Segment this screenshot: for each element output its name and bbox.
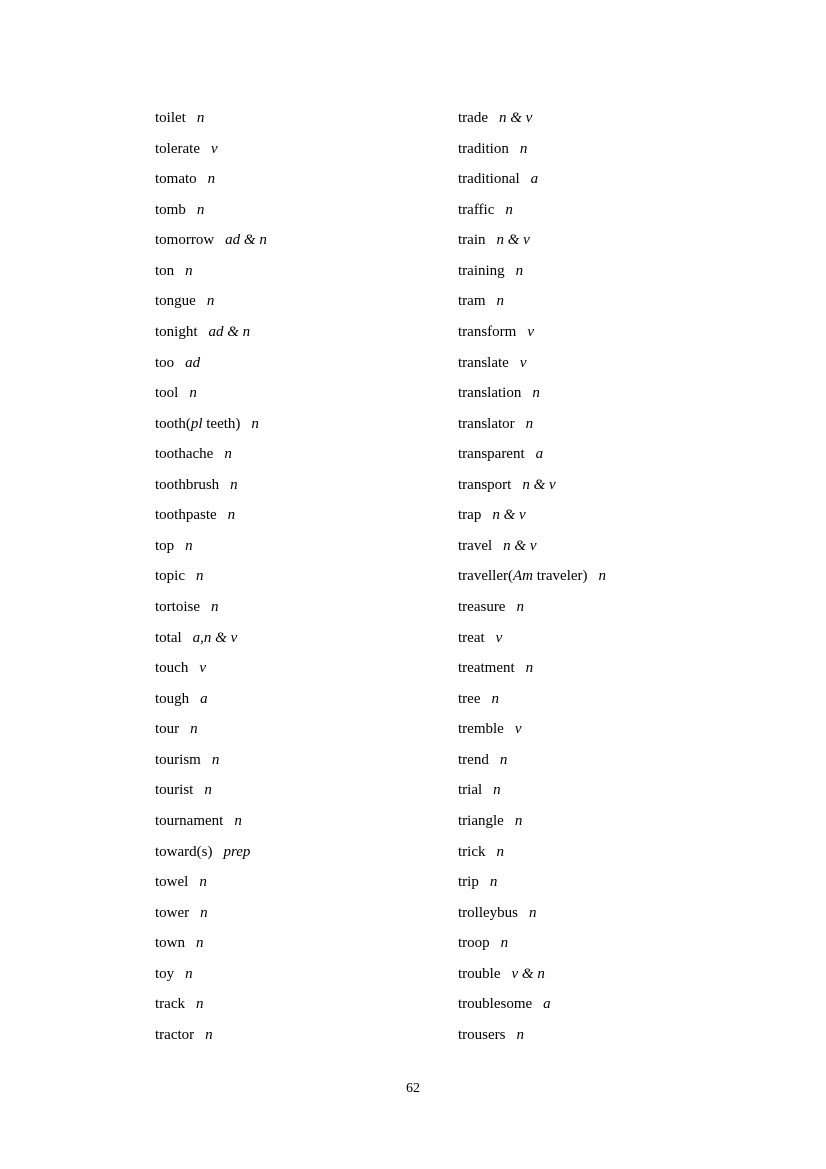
word-segment: touch [155,660,189,677]
word-segment: trend [458,751,489,768]
word-text [155,324,198,340]
word-entry [458,592,606,623]
word-entry [458,103,606,134]
word-segment: trick [458,843,486,860]
pos-label: n [496,843,504,860]
word-entry [155,531,267,562]
word-text [458,966,501,982]
word-segment: trolleybus [458,904,518,921]
pos-label: n & v [492,507,526,524]
word-entry [155,317,267,348]
pos-label: n [496,293,504,310]
pos-label: a [543,996,551,1013]
pos-label: n [227,507,236,524]
pos-label: v [199,660,206,677]
word-text [458,171,520,187]
word-entry [458,684,606,715]
word-text [155,905,189,921]
pos-label: n [514,812,523,829]
word-segment: tortoise [155,599,200,615]
word-segment: toilet [155,110,186,126]
word-entry [458,256,606,287]
word-text [458,507,481,523]
word-entry [458,928,606,959]
word-segment: traditional [458,171,520,188]
word-entry [155,103,267,134]
word-text [458,141,509,157]
word-text [155,630,182,646]
word-text [458,538,492,554]
word-text [155,416,240,432]
word-text [458,782,482,798]
word-entry [155,164,267,195]
word-entry [155,592,267,623]
pos-label: n [189,385,197,402]
word-segment: transparent [458,446,525,463]
word-segment: transport [458,476,512,493]
word-text [155,171,197,187]
pos-label: v [495,629,503,646]
pos-label: a [200,690,208,707]
word-text [458,599,505,615]
word-segment: traveller( [458,568,513,585]
word-text [155,844,212,860]
word-text [458,844,486,860]
word-text [155,263,174,279]
word-entry [458,470,606,501]
word-entry [458,317,606,348]
word-segment: treasure [458,599,506,615]
word-entry [155,1020,267,1051]
word-entry [155,898,267,929]
pos-label: n [500,935,509,952]
pos-label: n [196,935,204,952]
word-segment: tremble [458,721,504,738]
word-text [458,324,516,340]
word-text [458,813,504,829]
word-segment: toothbrush [155,476,220,493]
pos-label: ad & n [208,323,251,340]
word-segment: tool [155,385,179,402]
word-segment: tradition [458,140,509,157]
word-segment: toothache [155,446,214,463]
word-entry [155,867,267,898]
word-entry [458,409,606,440]
word-entry [155,928,267,959]
word-text [155,599,200,615]
word-entry [458,959,606,990]
word-text [458,752,489,768]
pos-label: n [516,1026,524,1043]
word-segment: tooth( [155,415,191,432]
word-text [458,110,488,126]
pos-label: a [530,171,539,188]
word-text [458,721,504,737]
word-entry [458,806,606,837]
pos-label: n [196,201,205,218]
pos-label: n & v [496,232,530,249]
pos-label: n [251,415,259,432]
word-entry [458,867,606,898]
pos-label: n [230,476,238,493]
pos-label: n [204,782,212,799]
word-segment: tram [458,293,486,310]
word-text [155,691,189,707]
word-segment: travel [458,537,493,554]
word-segment: traffic [458,201,495,218]
word-segment: tonight [155,323,198,340]
word-text [458,385,521,401]
pos-label: n [199,874,207,891]
word-segment: tolerate [155,140,200,157]
pos-label: n [532,385,540,402]
word-entry [155,500,267,531]
word-segment: toy [155,965,175,982]
word-text [458,874,479,890]
pos-label: a,n & v [192,629,238,646]
pos-label: n [206,293,215,310]
word-entry [155,409,267,440]
word-text [155,293,196,309]
word-text [155,202,186,218]
word-segment: tournament [155,812,224,829]
word-text [458,996,532,1012]
word-entry [458,714,606,745]
pos-label: n [185,965,193,982]
word-segment: trousers [458,1026,506,1043]
pos-label: n & v [498,110,533,126]
pos-label: n [516,599,524,615]
word-entry [155,653,267,684]
word-entry [458,623,606,654]
pos-label: n [224,446,232,463]
pos-label: n [207,171,216,188]
word-entry [155,989,267,1020]
pos-label: v [527,323,534,340]
word-entry [458,500,606,531]
word-segment: toothpaste [155,507,217,524]
word-text [458,202,494,218]
pos-label: a [535,446,544,463]
word-text [458,416,515,432]
word-text [458,660,515,676]
word-text [458,477,511,493]
word-segment: total [155,629,182,646]
pos-label: n [525,415,534,432]
word-entry [155,561,267,592]
word-segment: translate [458,354,509,371]
word-segment: tomb [155,201,186,218]
word-entry [458,225,606,256]
word-entry [458,837,606,868]
word-entry [155,256,267,287]
word-text [155,232,214,248]
word-segment-italic: Am [512,568,533,585]
word-entry [458,164,606,195]
word-text [155,1027,194,1043]
pos-label: n [196,568,204,585]
word-entry [155,286,267,317]
word-entry [458,653,606,684]
word-entry [155,745,267,776]
word-segment: ton [155,262,175,279]
word-segment: trouble [458,965,501,982]
word-segment: teeth) [202,415,241,432]
pos-label: n [211,599,219,615]
word-text [155,721,179,737]
word-entry [155,623,267,654]
word-segment: tongue [155,293,196,310]
word-text [458,691,480,707]
pos-label: n [491,690,499,707]
word-segment: troop [458,935,490,952]
pos-label: n [234,812,242,829]
word-segment: tour [155,721,180,738]
pos-label: n [205,1026,213,1043]
word-segment: trade [458,110,488,126]
word-segment: treatment [458,660,515,677]
word-entry [155,470,267,501]
pos-label: prep [223,843,251,860]
pos-label: n [200,904,208,921]
pos-label: v [519,354,527,371]
pos-label: n [493,782,501,799]
pos-label: v [210,140,218,157]
word-entry [458,286,606,317]
word-segment: translation [458,385,522,402]
word-entry [458,348,606,379]
pos-label: n [519,140,528,157]
word-segment: trap [458,507,482,524]
word-entry [155,439,267,470]
pos-label: n [185,262,193,279]
pos-label: v [514,721,522,738]
word-entry [458,898,606,929]
word-entry [155,378,267,409]
word-segment: train [458,232,486,249]
word-entry [458,775,606,806]
word-segment: too [155,354,175,371]
pos-label: v & n [511,965,545,982]
word-segment: trip [458,874,479,891]
word-text [155,507,217,523]
word-text [155,385,178,401]
pos-label: n [529,904,537,921]
word-entry [155,684,267,715]
word-segment: tourist [155,782,194,799]
word-segment: tractor [155,1026,195,1043]
word-entry [155,714,267,745]
pos-label: n & v [503,537,537,554]
pos-label: n [499,751,508,768]
word-text [155,538,174,554]
word-text [155,660,188,676]
pos-label: n [211,751,220,768]
word-entry [458,745,606,776]
pos-label: n [185,537,193,554]
word-segment: troublesome [458,996,533,1013]
word-entry [458,439,606,470]
pos-label: n [195,996,204,1013]
word-segment: traveler) [532,568,588,585]
pos-label: n [190,721,198,738]
word-text [155,446,213,462]
word-entry [458,134,606,165]
word-text [458,232,486,248]
word-segment: town [155,935,185,952]
word-segment: topic [155,568,185,585]
word-entry [155,348,267,379]
word-segment: tomato [155,171,197,188]
word-text [155,996,185,1012]
word-entry [458,561,606,592]
word-text [458,935,490,951]
word-text [155,874,188,890]
word-column-left [155,103,267,1050]
pos-label: n [598,568,607,585]
word-text [458,446,525,462]
word-segment: transform [458,323,517,340]
page-number: 62 [406,1081,420,1096]
word-text [458,293,486,309]
word-entry [458,1020,606,1051]
word-segment: track [155,996,185,1013]
word-entry [155,134,267,165]
pos-label: n & v [522,476,556,493]
word-entry [155,775,267,806]
pos-label: n [505,201,513,218]
word-segment: tree [458,690,481,707]
word-text [155,568,185,584]
pos-label: ad [185,354,201,371]
word-text [458,905,518,921]
word-text [155,110,186,126]
word-text [458,263,505,279]
word-segment: treat [458,629,485,646]
word-text [155,752,201,768]
word-entry [458,531,606,562]
word-text [155,935,185,951]
word-segment: tough [155,690,190,707]
word-column-right [458,103,606,1050]
word-entry [155,195,267,226]
word-entry [155,959,267,990]
word-entry [155,225,267,256]
pos-label: n [515,262,524,279]
pos-label: n [489,874,498,891]
word-segment: tourism [155,751,201,768]
word-entry [155,806,267,837]
word-text [155,813,223,829]
word-segment: translator [458,415,515,432]
word-segment: towel [155,874,189,891]
word-text [155,141,200,157]
word-text [155,782,193,798]
word-text [155,355,174,371]
word-segment: triangle [458,812,504,829]
word-entry [458,989,606,1020]
word-text [458,568,588,584]
word-segment: training [458,262,505,279]
pos-label: ad & n [225,232,267,249]
pos-label: n [196,110,205,126]
word-segment-italic: pl [190,415,203,432]
word-text [155,966,174,982]
word-segment: trial [458,782,483,799]
word-entry [458,195,606,226]
word-text [155,477,219,493]
word-text [458,355,509,371]
word-text [458,1027,506,1043]
word-segment: toward(s) [155,843,213,860]
word-entry [458,378,606,409]
pos-label: n [525,660,534,677]
word-segment: tower [155,904,190,921]
word-segment: tomorrow [155,232,215,249]
word-text [458,630,485,646]
word-segment: top [155,537,175,554]
word-entry [155,837,267,868]
